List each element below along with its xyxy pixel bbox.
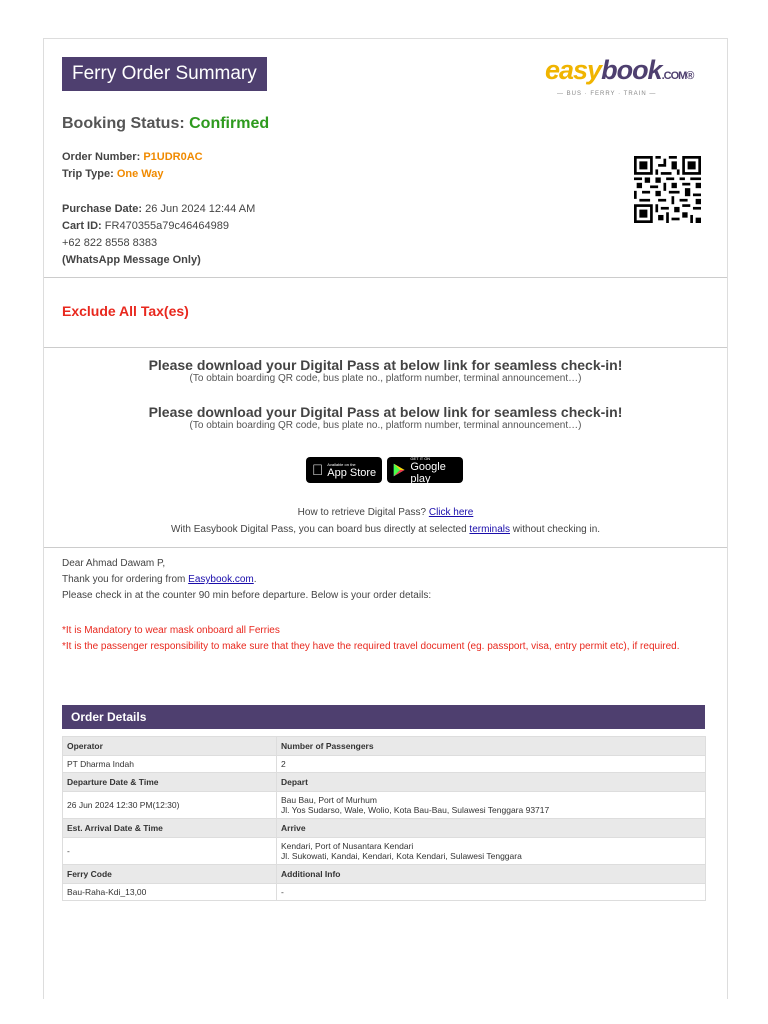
notices [62, 623, 702, 655]
booking-status-value: Confirmed [189, 115, 270, 132]
table-header-cell: Number of Passengers [277, 737, 706, 756]
table-cell: - [63, 838, 277, 865]
qr-code-icon [634, 156, 701, 223]
table-cell [277, 792, 706, 819]
order-info [62, 149, 203, 183]
google-play-icon [392, 462, 406, 478]
table-header-row [63, 737, 706, 756]
table-cell: PT Dharma Indah [63, 756, 277, 773]
thanks-line [62, 572, 431, 588]
digital-pass-heading: Please download your Digital Pass at below link for seamless check-in! [148, 404, 623, 420]
google-play-big-text: Google play [410, 460, 446, 485]
table-row [63, 792, 706, 819]
board-text-before: With Easybook Digital Pass, you can board bus directly at selected [170, 524, 467, 535]
thanks-text: Thank you for ordering from [62, 574, 186, 585]
document-notice: *It is the passenger responsibility to make sure that they have the required travel document (eg. passport, visa, entry permit etc), if required. [62, 641, 680, 652]
divider [44, 547, 727, 548]
easybook-link[interactable]: Easybook.com [188, 574, 254, 585]
digital-pass-block-1 [44, 357, 727, 384]
digital-pass-block-2 [44, 404, 727, 431]
table-header-cell: Operator [63, 737, 277, 756]
order-details-header: Order Details [62, 705, 705, 729]
booking-status [62, 115, 269, 133]
order-summary-page [43, 38, 728, 999]
whatsapp-note: (WhatsApp Message Only) [62, 254, 201, 266]
letter-body [62, 556, 431, 604]
digital-pass-heading: Please download your Digital Pass at below link for seamless check-in! [148, 357, 623, 373]
board-directly-note [44, 524, 727, 535]
purchase-date: 26 Jun 2024 12:44 AM [145, 203, 256, 215]
terminals-link[interactable]: terminals [469, 524, 510, 535]
tax-note: Exclude All Tax(es) [62, 303, 189, 319]
booking-status-label: Booking Status: [62, 115, 185, 132]
trip-type-label: Trip Type: [62, 168, 114, 180]
table-cell: 2 [277, 756, 706, 773]
board-text-after: without checking in. [512, 524, 601, 535]
table-cell: - [277, 884, 706, 901]
purchase-info [62, 201, 255, 269]
table-cell [277, 838, 706, 865]
mask-notice: *It is Mandatory to wear mask onboard all Ferries [62, 625, 280, 636]
table-header-cell: Additional Info [277, 865, 706, 884]
logo-book: book [601, 55, 662, 85]
purchase-date-label: Purchase Date: [62, 203, 143, 215]
app-store-button[interactable] [306, 457, 382, 483]
order-details-table [62, 736, 706, 901]
app-store-small-text: Available on the [316, 461, 345, 467]
divider [44, 277, 727, 278]
digital-pass-subheading: (To obtain boarding QR code, bus plate no., platform number, terminal announcement…) [189, 420, 582, 431]
apple-icon [312, 462, 323, 479]
how-to-text: How to retrieve Digital Pass? [297, 507, 427, 518]
cart-id: FR470355a79c46464989 [104, 220, 229, 232]
logo-com: .COM® [661, 70, 694, 82]
table-header-row [63, 865, 706, 884]
page-title: Ferry Order Summary [62, 57, 267, 91]
table-header-cell: Est. Arrival Date & Time [63, 819, 277, 838]
how-to-retrieve [44, 507, 727, 518]
greeting: Dear Ahmad Dawam P, [62, 558, 166, 569]
divider [44, 347, 727, 348]
table-cell: 26 Jun 2024 12:30 PM(12:30) [63, 792, 277, 819]
arrive-port: Kendari, Port of Nusantara Kendari [281, 841, 414, 851]
cart-id-label: Cart ID: [62, 220, 102, 232]
trip-type: One Way [116, 168, 164, 180]
depart-port: Bau Bau, Port of Murhum [281, 795, 377, 805]
table-header-row [63, 773, 706, 792]
table-row [63, 884, 706, 901]
table-header-row [63, 819, 706, 838]
google-play-small-text: GET IT ON [410, 455, 431, 461]
table-row [63, 756, 706, 773]
app-store-big-text: App Store [316, 466, 365, 479]
logo-easy: easy [545, 55, 602, 85]
easybook-logo [545, 55, 705, 97]
digital-pass-subheading: (To obtain boarding QR code, bus plate no., platform number, terminal announcement…) [189, 373, 582, 384]
table-cell: Bau-Raha-Kdi_13,00 [63, 884, 277, 901]
table-header-cell: Arrive [277, 819, 706, 838]
google-play-button[interactable] [387, 457, 463, 483]
table-header-cell: Departure Date & Time [63, 773, 277, 792]
arrive-address: Jl. Sukowati, Kandai, Kendari, Kota Kendari, Sulawesi Tenggara [281, 851, 522, 861]
logo-tagline: — BUS · FERRY · TRAIN — [557, 91, 657, 97]
thanks-period: . [253, 574, 257, 585]
checkin-note: Please check in at the counter 90 min before departure. Below is your order details: [62, 590, 432, 601]
depart-address: Jl. Yos Sudarso, Wale, Wolio, Kota Bau-Bau, Sulawesi Tenggara 93717 [281, 805, 550, 815]
table-row [63, 838, 706, 865]
order-number-label: Order Number: [62, 151, 141, 163]
phone-number: +62 822 8558 8383 [62, 237, 158, 249]
order-number: P1UDR0AC [143, 151, 203, 163]
table-header-cell: Ferry Code [63, 865, 277, 884]
click-here-link[interactable]: Click here [428, 507, 474, 518]
table-header-cell: Depart [277, 773, 706, 792]
